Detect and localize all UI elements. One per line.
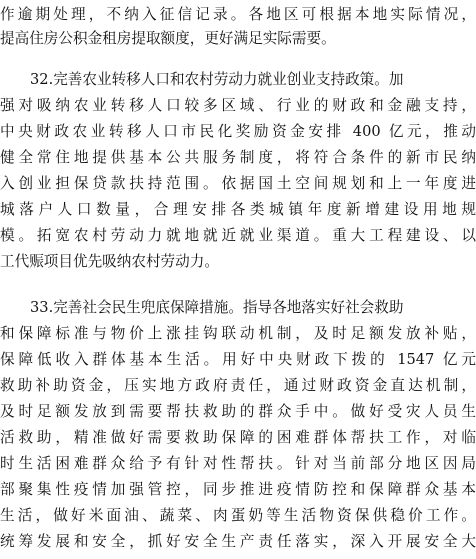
paragraph-3-line-10: 统筹发展和安全，抓好安全生产责任落实，深入开展安全大	[0, 533, 476, 550]
paragraph-2-line-2: 强对吸纳农业转移人口较多区域、行业的财政和金融支持，	[0, 97, 476, 114]
paragraph-3-line-4: 救助补助资金，压实地方政府责任，通过财政资金直达机制，	[0, 377, 476, 394]
paragraph-3-line-3: 保障低收入群体基本生活。用好中央财政下拨的 1547 亿元	[0, 351, 476, 368]
paragraph-3-line-6: 活救助，精准做好需要救助保障的困难群体帮扶工作，对临	[0, 429, 476, 446]
paragraph-3-line-1: 33.完善社会民生兜底保障措施。指导各地落实好社会救助	[30, 299, 404, 316]
paragraph-2-line-3: 中央财政农业转移人口市民化奖励资金安排 400 亿元，推动	[0, 123, 476, 140]
paragraph-2-line-6: 城落户人口数量，合理安排各类城镇年度新增建设用地规	[0, 201, 476, 218]
paragraph-2-line-5: 入创业担保贷款扶持范围。依据国土空间规划和上一年度进	[0, 175, 476, 192]
paragraph-3-line-5: 及时足额发放到需要帮扶救助的群众手中。做好受灾人员生	[0, 403, 476, 420]
paragraph-3-line-9: 生活，做好米面油、蔬菜、肉蛋奶等生活物资保供稳价工作。	[0, 507, 476, 524]
paragraph-3-line-8: 部聚集性疫情加强管控，同步推进疫情防控和保障群众基本	[0, 481, 476, 498]
paragraph-3-line-7: 时生活困难群众给予有针对性帮扶。针对当前部分地区因局	[0, 455, 476, 472]
paragraph-3-line-2: 和保障标准与物价上涨挂钩联动机制，及时足额发放补贴，	[0, 325, 476, 342]
paragraph-1-line-1: 作逾期处理，不纳入征信记录。各地区可根据本地实际情况，	[0, 6, 476, 23]
paragraph-1-line-2: 提高住房公积金租房提取额度，更好满足实际需要。	[0, 30, 336, 47]
paragraph-2-line-4: 健全常住地提供基本公共服务制度，将符合条件的新市民纳	[0, 149, 476, 166]
paragraph-2-line-8: 工代赈项目优先吸纳农村劳动力。	[0, 253, 219, 270]
paragraph-2-line-1: 32.完善农业转移人口和农村劳动力就业创业支持政策。加	[30, 71, 404, 88]
paragraph-2-line-7: 模。拓宽农村劳动力就地就近就业渠道。重大工程建设、以	[0, 227, 476, 244]
